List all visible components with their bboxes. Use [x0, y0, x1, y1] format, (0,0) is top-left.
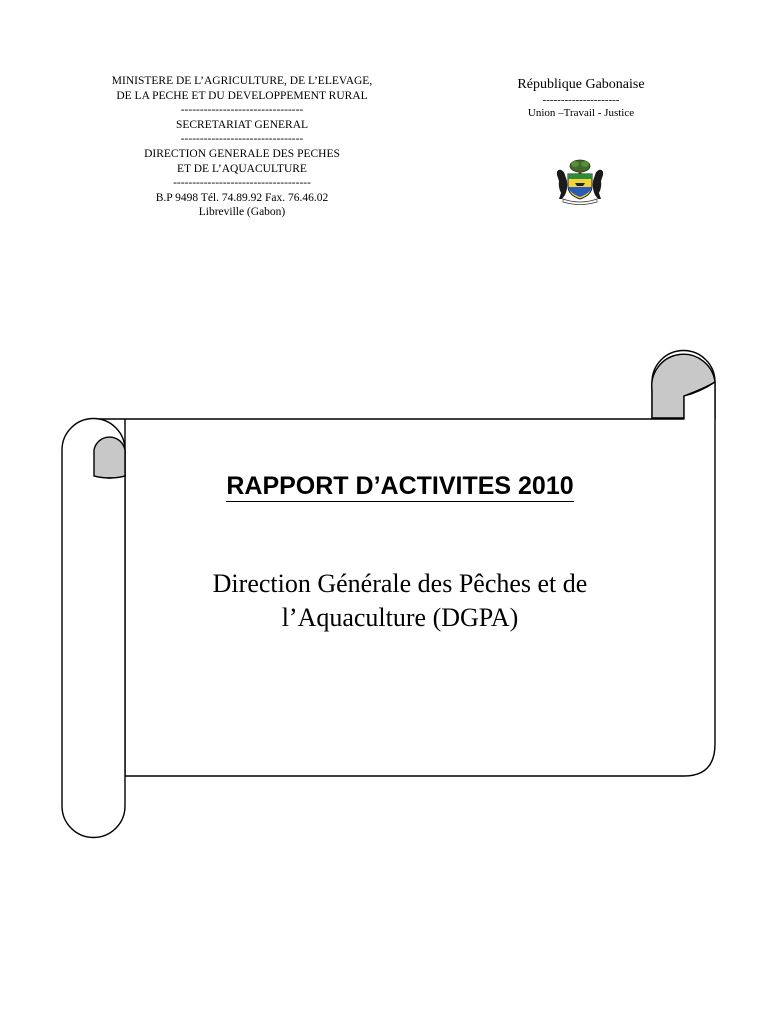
secretariat-line: SECRETARIAT GENERAL: [175, 118, 309, 131]
report-title-text: RAPPORT D’ACTIVITES 2010: [226, 472, 574, 500]
separator-line: ------------------------------------: [173, 177, 311, 190]
separator-line: --------------------------------: [180, 104, 304, 117]
subtitle-line: Direction Générale des Pêches et de: [212, 569, 588, 598]
contact-line: B.P 9498 Tél. 74.89.92 Fax. 76.46.02: [155, 191, 329, 204]
scroll-left-roll: [62, 419, 125, 838]
ministry-line: DE LA PECHE ET DU DEVELOPPEMENT RURAL: [116, 89, 368, 102]
republic-name: République Gabonaise: [517, 77, 645, 92]
republic-motto: Union –Travail - Justice: [527, 107, 635, 119]
subtitle-line: l’Aquaculture (DGPA): [281, 603, 519, 632]
ministry-line: MINISTERE DE L’AGRICULTURE, DE L’ELEVAGE,: [111, 75, 373, 87]
direction-line: DIRECTION GENERALE DES PECHES: [144, 147, 340, 160]
city-line: Libreville (Gabon): [198, 206, 286, 219]
direction-line: ET DE L’AQUACULTURE: [177, 162, 307, 175]
separator-line: ---------------------: [542, 94, 620, 106]
separator-line: --------------------------------: [180, 133, 304, 146]
report-subtitle: [140, 567, 660, 635]
report-title: [140, 470, 660, 502]
scroll-left-curl-shade: [94, 437, 125, 478]
